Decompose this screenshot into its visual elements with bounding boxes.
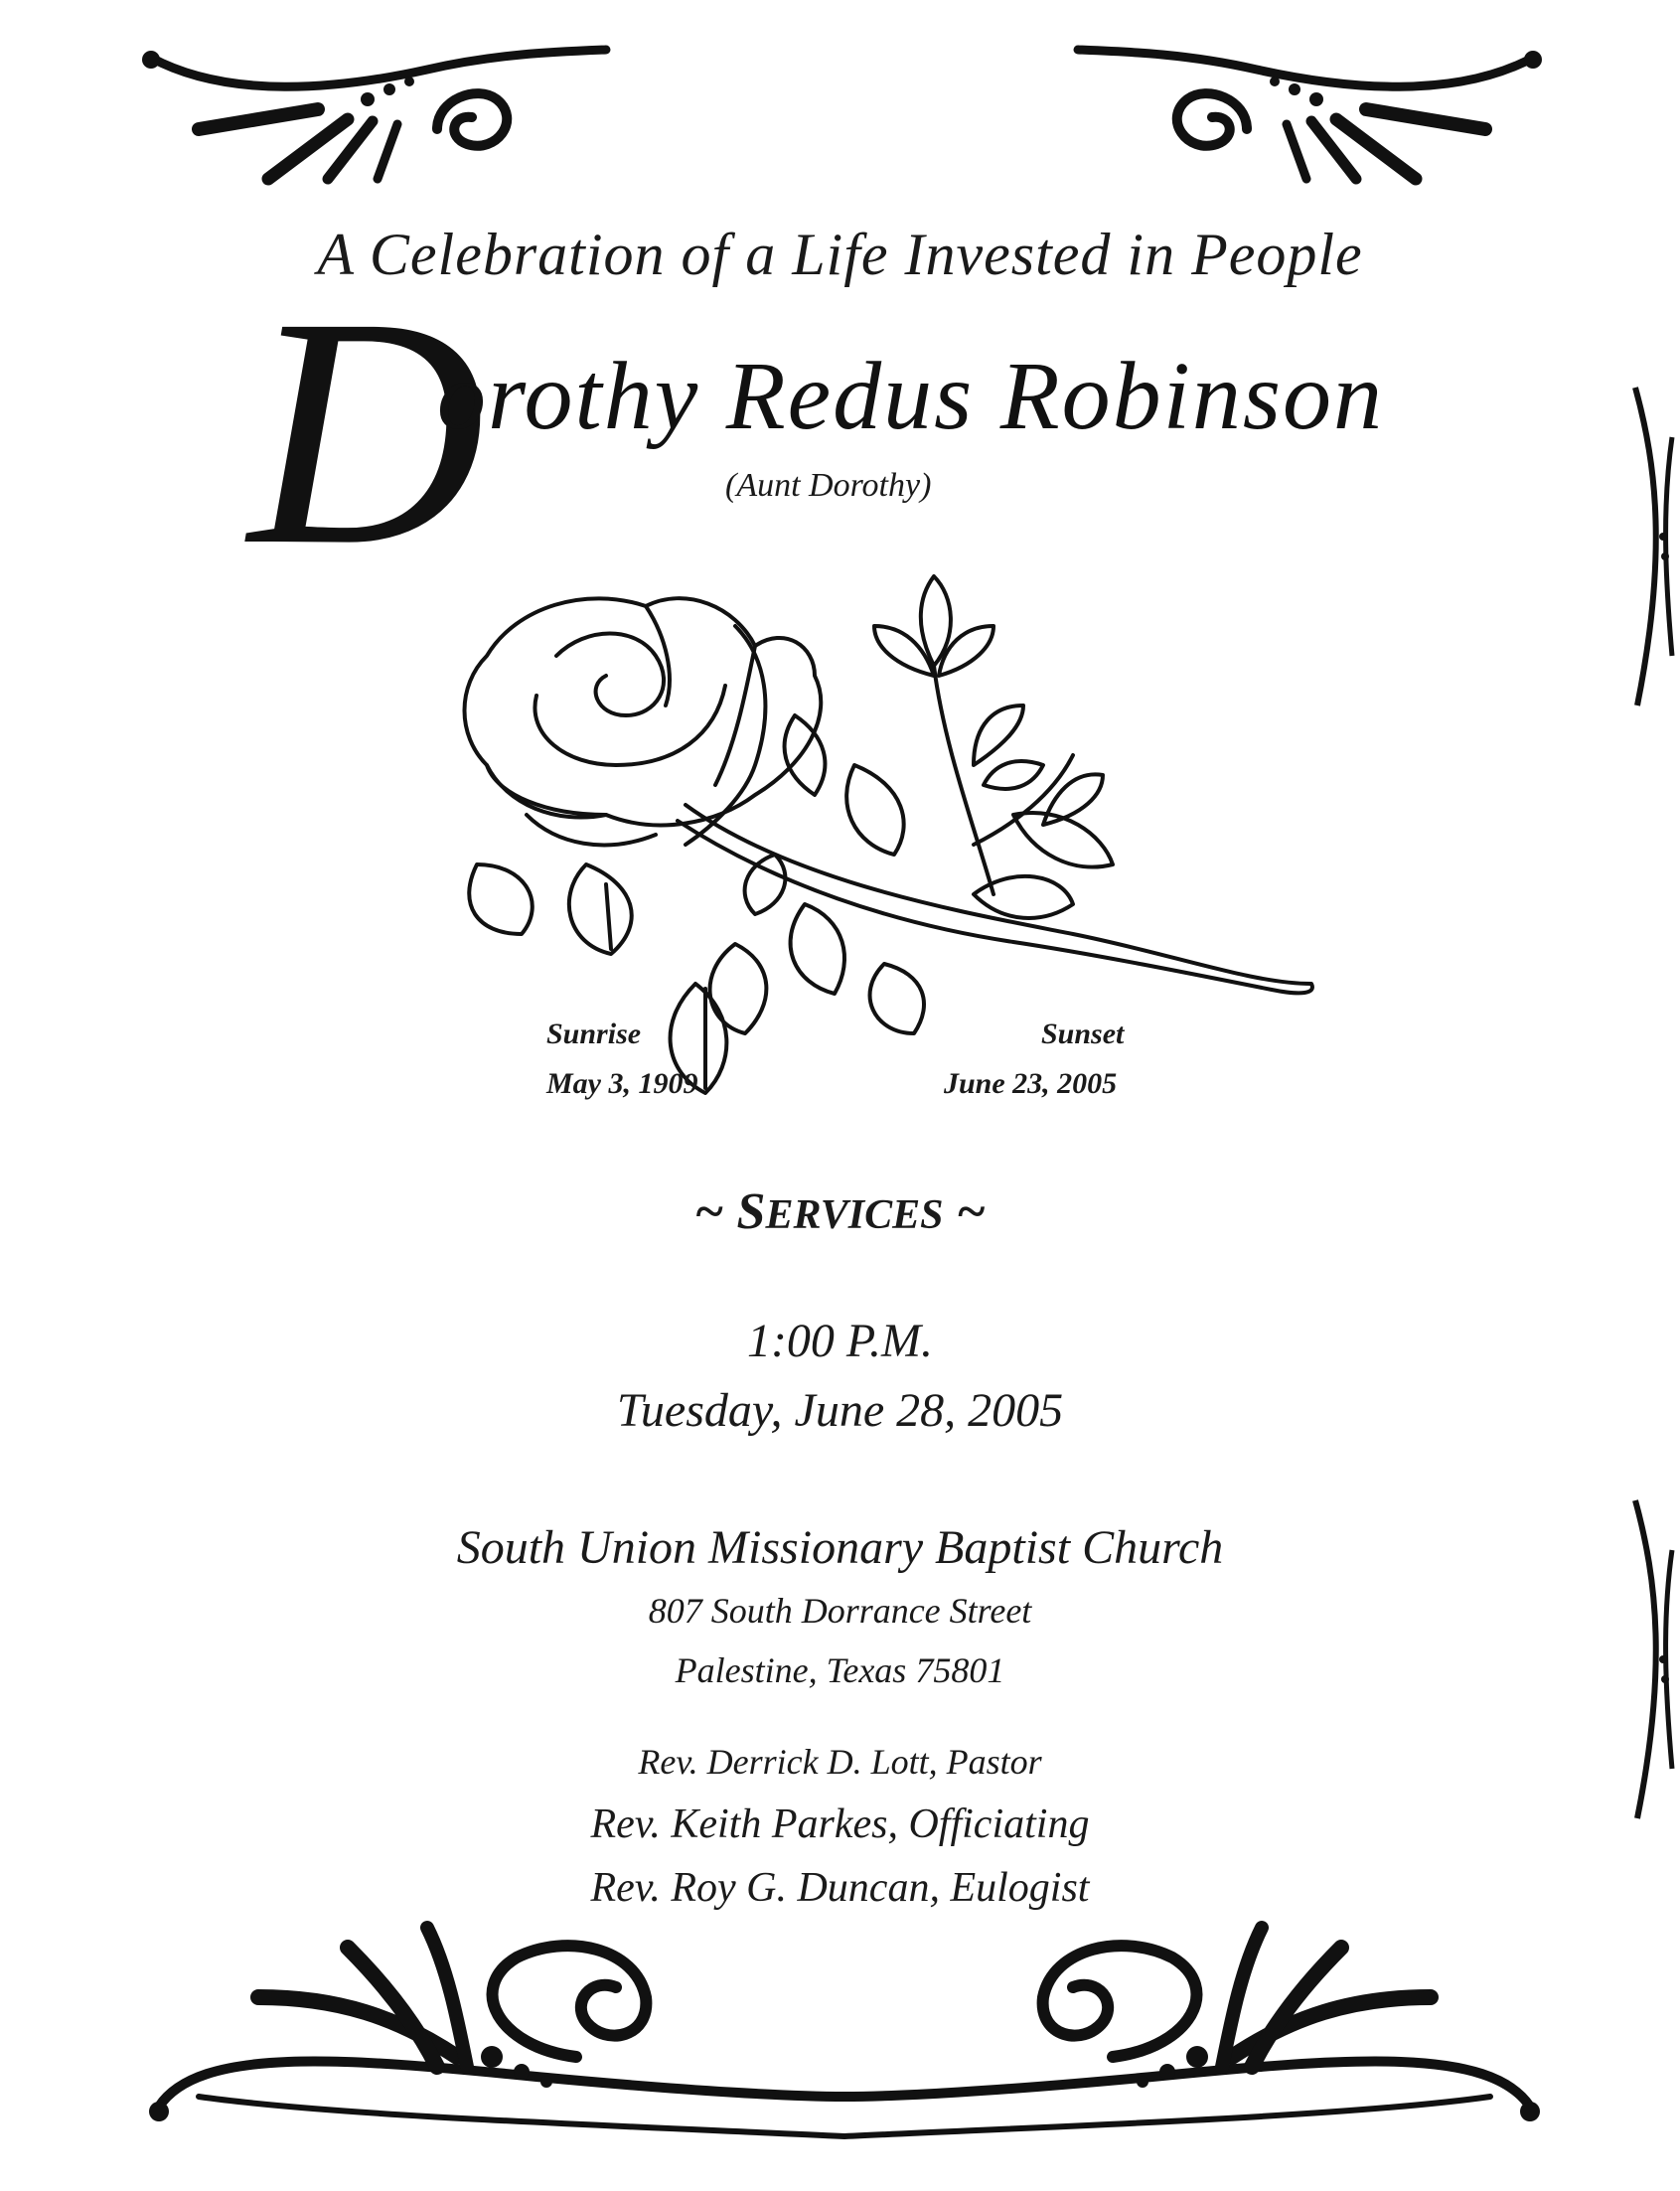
pastor-line: Rev. Derrick D. Lott, Pastor [638,1742,1042,1782]
officiating-line: Rev. Keith Parkes, Officiating [590,1801,1090,1847]
services-heading-suffix: ~ [943,1183,987,1240]
name-initial: D [248,250,486,613]
church-name: South Union Missionary Baptist Church [456,1521,1224,1574]
top-left-flourish [139,30,616,209]
services-heading-rest: ERVICES [765,1192,944,1238]
eulogist-line: Rev. Roy G. Duncan, Eulogist [590,1865,1090,1911]
church-address: 807 South Dorrance Street [648,1591,1032,1631]
name-rest: orothy Redus Robinson [437,343,1384,450]
sunset-date: June 23, 2005 [944,1067,1118,1100]
sunrise-date: May 3, 1909 [546,1067,698,1100]
bottom-flourish [139,1908,1550,2156]
church-city: Palestine, Texas 75801 [675,1650,1005,1690]
celebration-line: A Celebration of a Life Invested in People [317,222,1363,287]
top-right-flourish [1068,30,1545,209]
services-heading [0,1182,1680,1241]
sunset-label: Sunset [1041,1017,1125,1050]
right-edge-flourish-upper [1627,378,1677,715]
sunrise-label: Sunrise [546,1017,642,1050]
service-time: 1:00 P.M. [746,1315,934,1367]
services-heading-prefix: ~ [693,1183,737,1240]
service-date: Tuesday, June 28, 2005 [616,1384,1064,1437]
nickname: (Aunt Dorothy) [725,467,932,504]
services-heading-first: S [736,1183,766,1240]
